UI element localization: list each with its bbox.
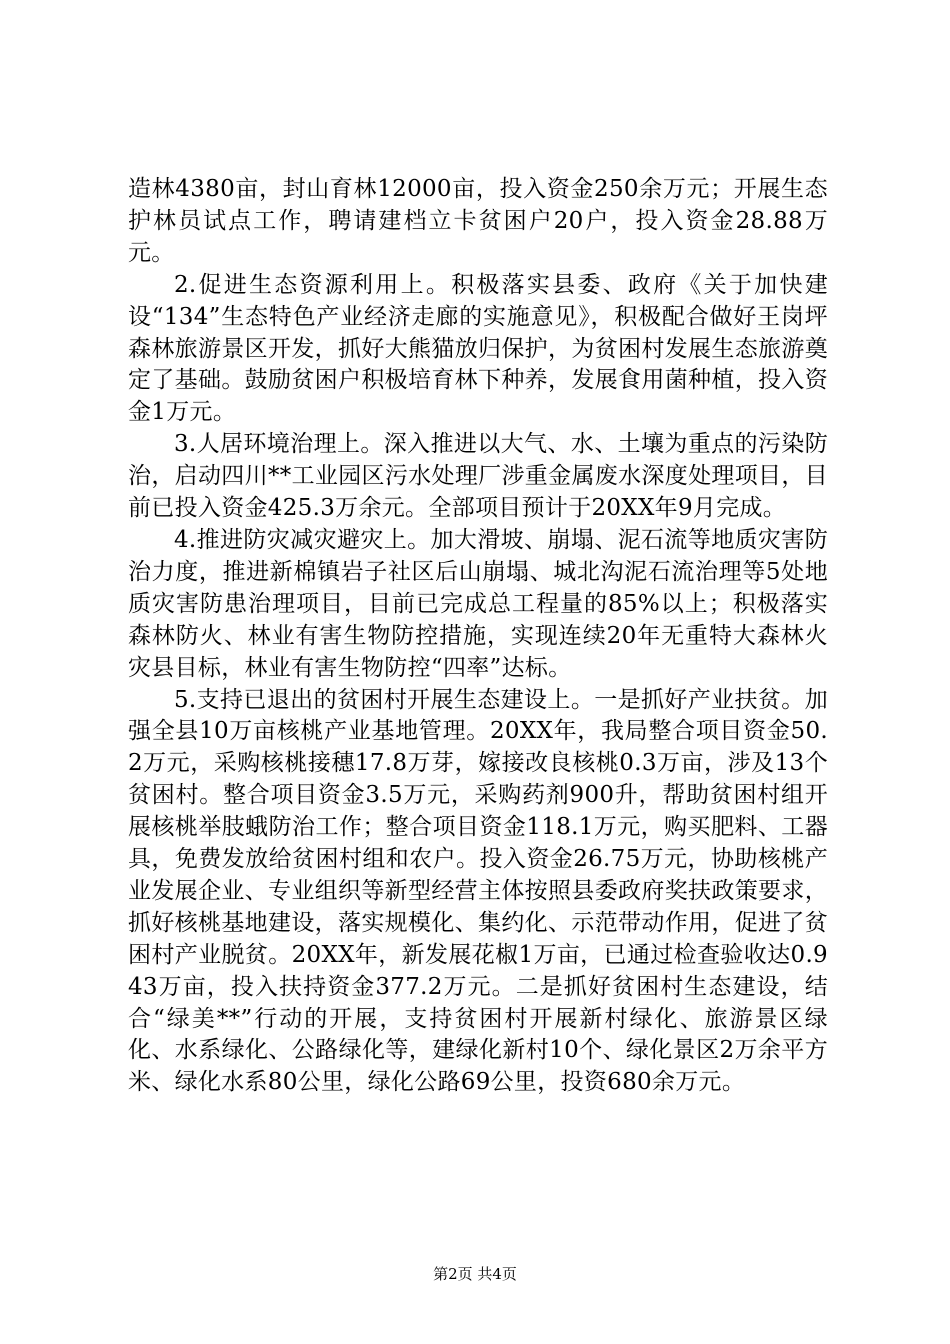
- paragraph-item-3: 3.人居环境治理上。深入推进以大气、水、土壤为重点的污染防治，启动四川**工业园区污水处理厂涉重金属废水深度处理项目，目前已投入资金425.3万余元。全部项目预计于20XX年9月完成。: [128, 431, 828, 522]
- paragraph-item-4: 4.推进防灾减灾避灾上。加大滑坡、崩塌、泥石流等地质灾害防治力度，推进新棉镇岩子社区后山崩塌、城北沟泥石流治理等5处地质灾害防患治理项目，目前已完成总工程量的85%以上；积极落实森林防火、林业有害生物防控措施，实现连续20年无重特大森林火灾县目标，林业有害生物防控“四率”达标。: [128, 526, 828, 681]
- document-body: [128, 174, 828, 1099]
- page-number-footer: 第2页 共4页: [433, 1265, 517, 1283]
- paragraph-continuation: 造林4380亩，封山育林12000亩，投入资金250余万元；开展生态护林员试点工作，聘请建档立卡贫困户20户，投入资金28.88万元。: [128, 176, 828, 266]
- paragraph-item-2: 2.促进生态资源利用上。积极落实县委、政府《关于加快建设“134”生态特色产业经济走廊的实施意见》，积极配合做好王岗坪森林旅游景区开发，抓好大熊猫放归保护，为贫困村发展生态旅游奠定了基础。鼓励贫困户积极培育林下种养，发展食用菌种植，投入资金1万元。: [128, 271, 828, 426]
- paragraph-item-5: 5.支持已退出的贫困村开展生态建设上。一是抓好产业扶贫。加强全县10万亩核桃产业基地管理。20XX年，我局整合项目资金50.2万元，采购核桃接穗17.8万芽，嫁接改良核桃0.3万亩，涉及13个贫困村。整合项目资金3.5万元，采购药剂900升，帮助贫困村组开展核桃举肢蛾防治工作；整合项目资金118.1万元，购买肥料、工器具，免费发放给贫困村组和农户。投入资金26.75万元，协助核桃产业发展企业、专业组织等新型经营主体按照县委政府奖扶政策要求，抓好核桃基地建设，落实规模化、集约化、示范带动作用，促进了贫困村产业脱贫。20XX年，新发展花椒1万亩，已通过检查验收达0.943万亩，投入扶持资金377.2万元。二是抓好贫困村生态建设，结合“绿美**”行动的开展，支持贫困村开展新村绿化、旅游景区绿化、水系绿化、公路绿化等，建绿化新村10个、绿化景区2万余平方米、绿化水系80公里，绿化公路69公里，投资680余万元。: [128, 686, 828, 1096]
